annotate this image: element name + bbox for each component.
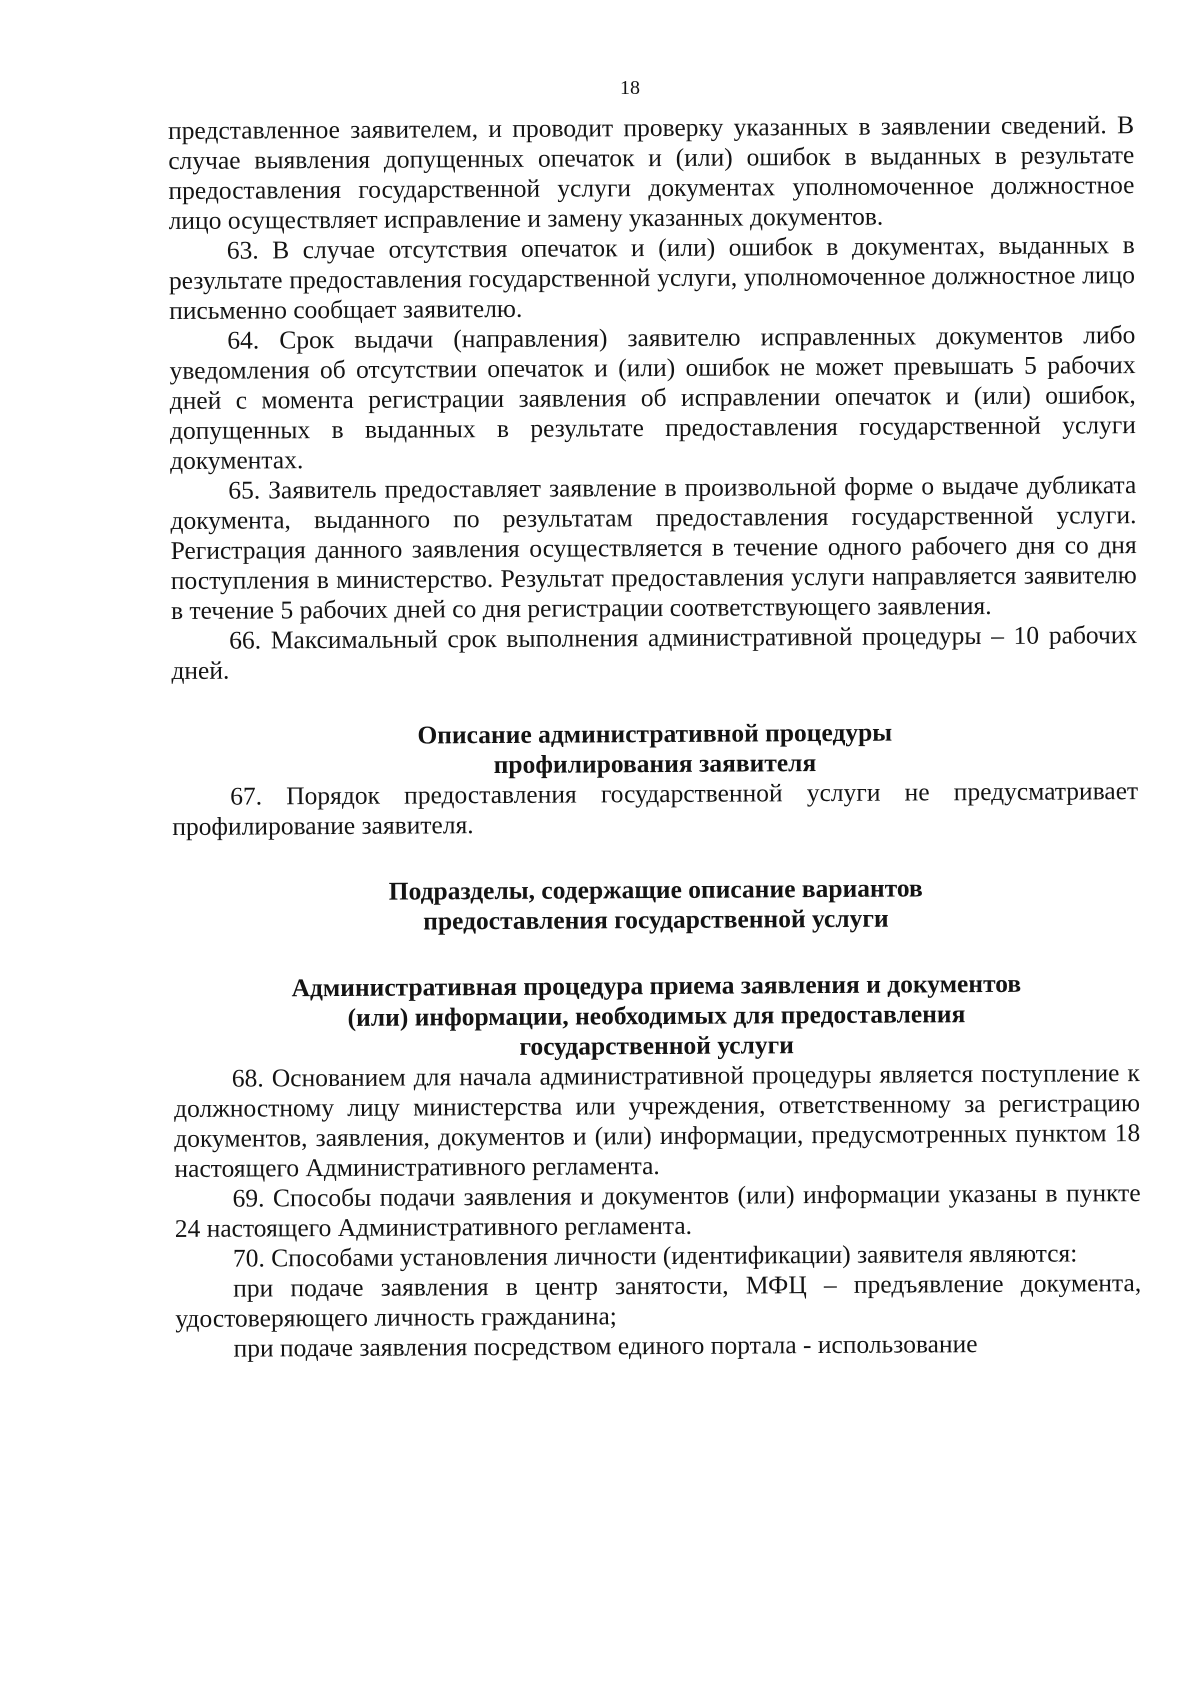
- document-body: [168, 110, 1142, 1364]
- paragraph-66: 66. Максимальный срок выполнения административной процедуры – 10 рабочих дней.: [171, 620, 1138, 685]
- heading-reception-line2: (или) информации, необходимых для предоставления: [347, 999, 966, 1032]
- heading-variants-line1: Подразделы, содержащие описание вариантов: [388, 873, 923, 906]
- heading-reception-line3: государственной услуги: [519, 1030, 794, 1061]
- heading-profiling: [172, 716, 1138, 782]
- heading-reception-line1: Административная процедура приема заявления и документов: [291, 968, 1022, 1003]
- paragraph-68: 68. Основанием для начала административной процедуры является поступление к должностному лицу министерства или учреждения, ответственному за регистрацию документов, заявления, документов и (или) информации, предусмотренных пунктом 18 настоящего Административного регламента.: [173, 1058, 1141, 1183]
- paragraph-70: 70. Способами установления личности (идентификации) заявителя являются:: [232, 1238, 1078, 1273]
- paragraph-67: 67. Порядок предоставления государственной услуги не предусматривает профилирование заявителя.: [172, 776, 1139, 841]
- heading-variants-line2: предоставления государственной услуги: [423, 903, 889, 936]
- paragraph-continuation: представленное заявителем, и проводит проверку указанных в заявлении сведений. В случае выявления допущенных опечаток и (или) ошибок в выданных в результате предоставления государственной услуги документах уполномоченное должностное лицо осуществляет исправление и замену указанных документов.: [168, 110, 1135, 235]
- paragraph-69: 69. Способы подачи заявления и документов (или) информации указаны в пункте 24 настоящего Административного регламента.: [174, 1178, 1141, 1243]
- paragraph-70-portal: при подаче заявления посредством единого портала - использование: [233, 1329, 978, 1363]
- paragraph-64: 64. Срок выдачи (направления) заявителю исправленных документов либо уведомления об отсутствии опечаток и (или) ошибок не может превышать 5 рабочих дней с момента регистрации заявления об исправлении опечаток и (или) ошибок, допущенных в выданных в результате предоставления государственной услуги документах.: [169, 320, 1136, 475]
- heading-reception: [173, 968, 1140, 1064]
- paragraph-65: 65. Заявитель предоставляет заявление в произвольной форме о выдаче дубликата документа, выданного по результатам предоставления государственной услуги. Регистрация данного заявления осуществляется в течение одного рабочего дня со дня поступления в министерство. Результат предоставления услуги направляется заявителю в течение 5 рабочих дней со дня регистрации соответствующего заявления.: [170, 470, 1137, 625]
- page-number: 18: [620, 77, 640, 99]
- heading-profiling-line1: Описание административной процедуры: [417, 717, 893, 750]
- paragraph-63: 63. В случае отсутствия опечаток и (или) ошибок в документах, выданных в результате предоставления государственной услуги, уполномоченное должностное лицо письменно сообщает заявителю.: [168, 230, 1136, 325]
- heading-variants: [173, 872, 1139, 938]
- paragraph-70-mfc: при подаче заявления в центр занятости, МФЦ – предъявление документа, удостоверяющего личность гражданина;: [175, 1268, 1142, 1333]
- heading-profiling-line2: профилирования заявителя: [493, 748, 817, 780]
